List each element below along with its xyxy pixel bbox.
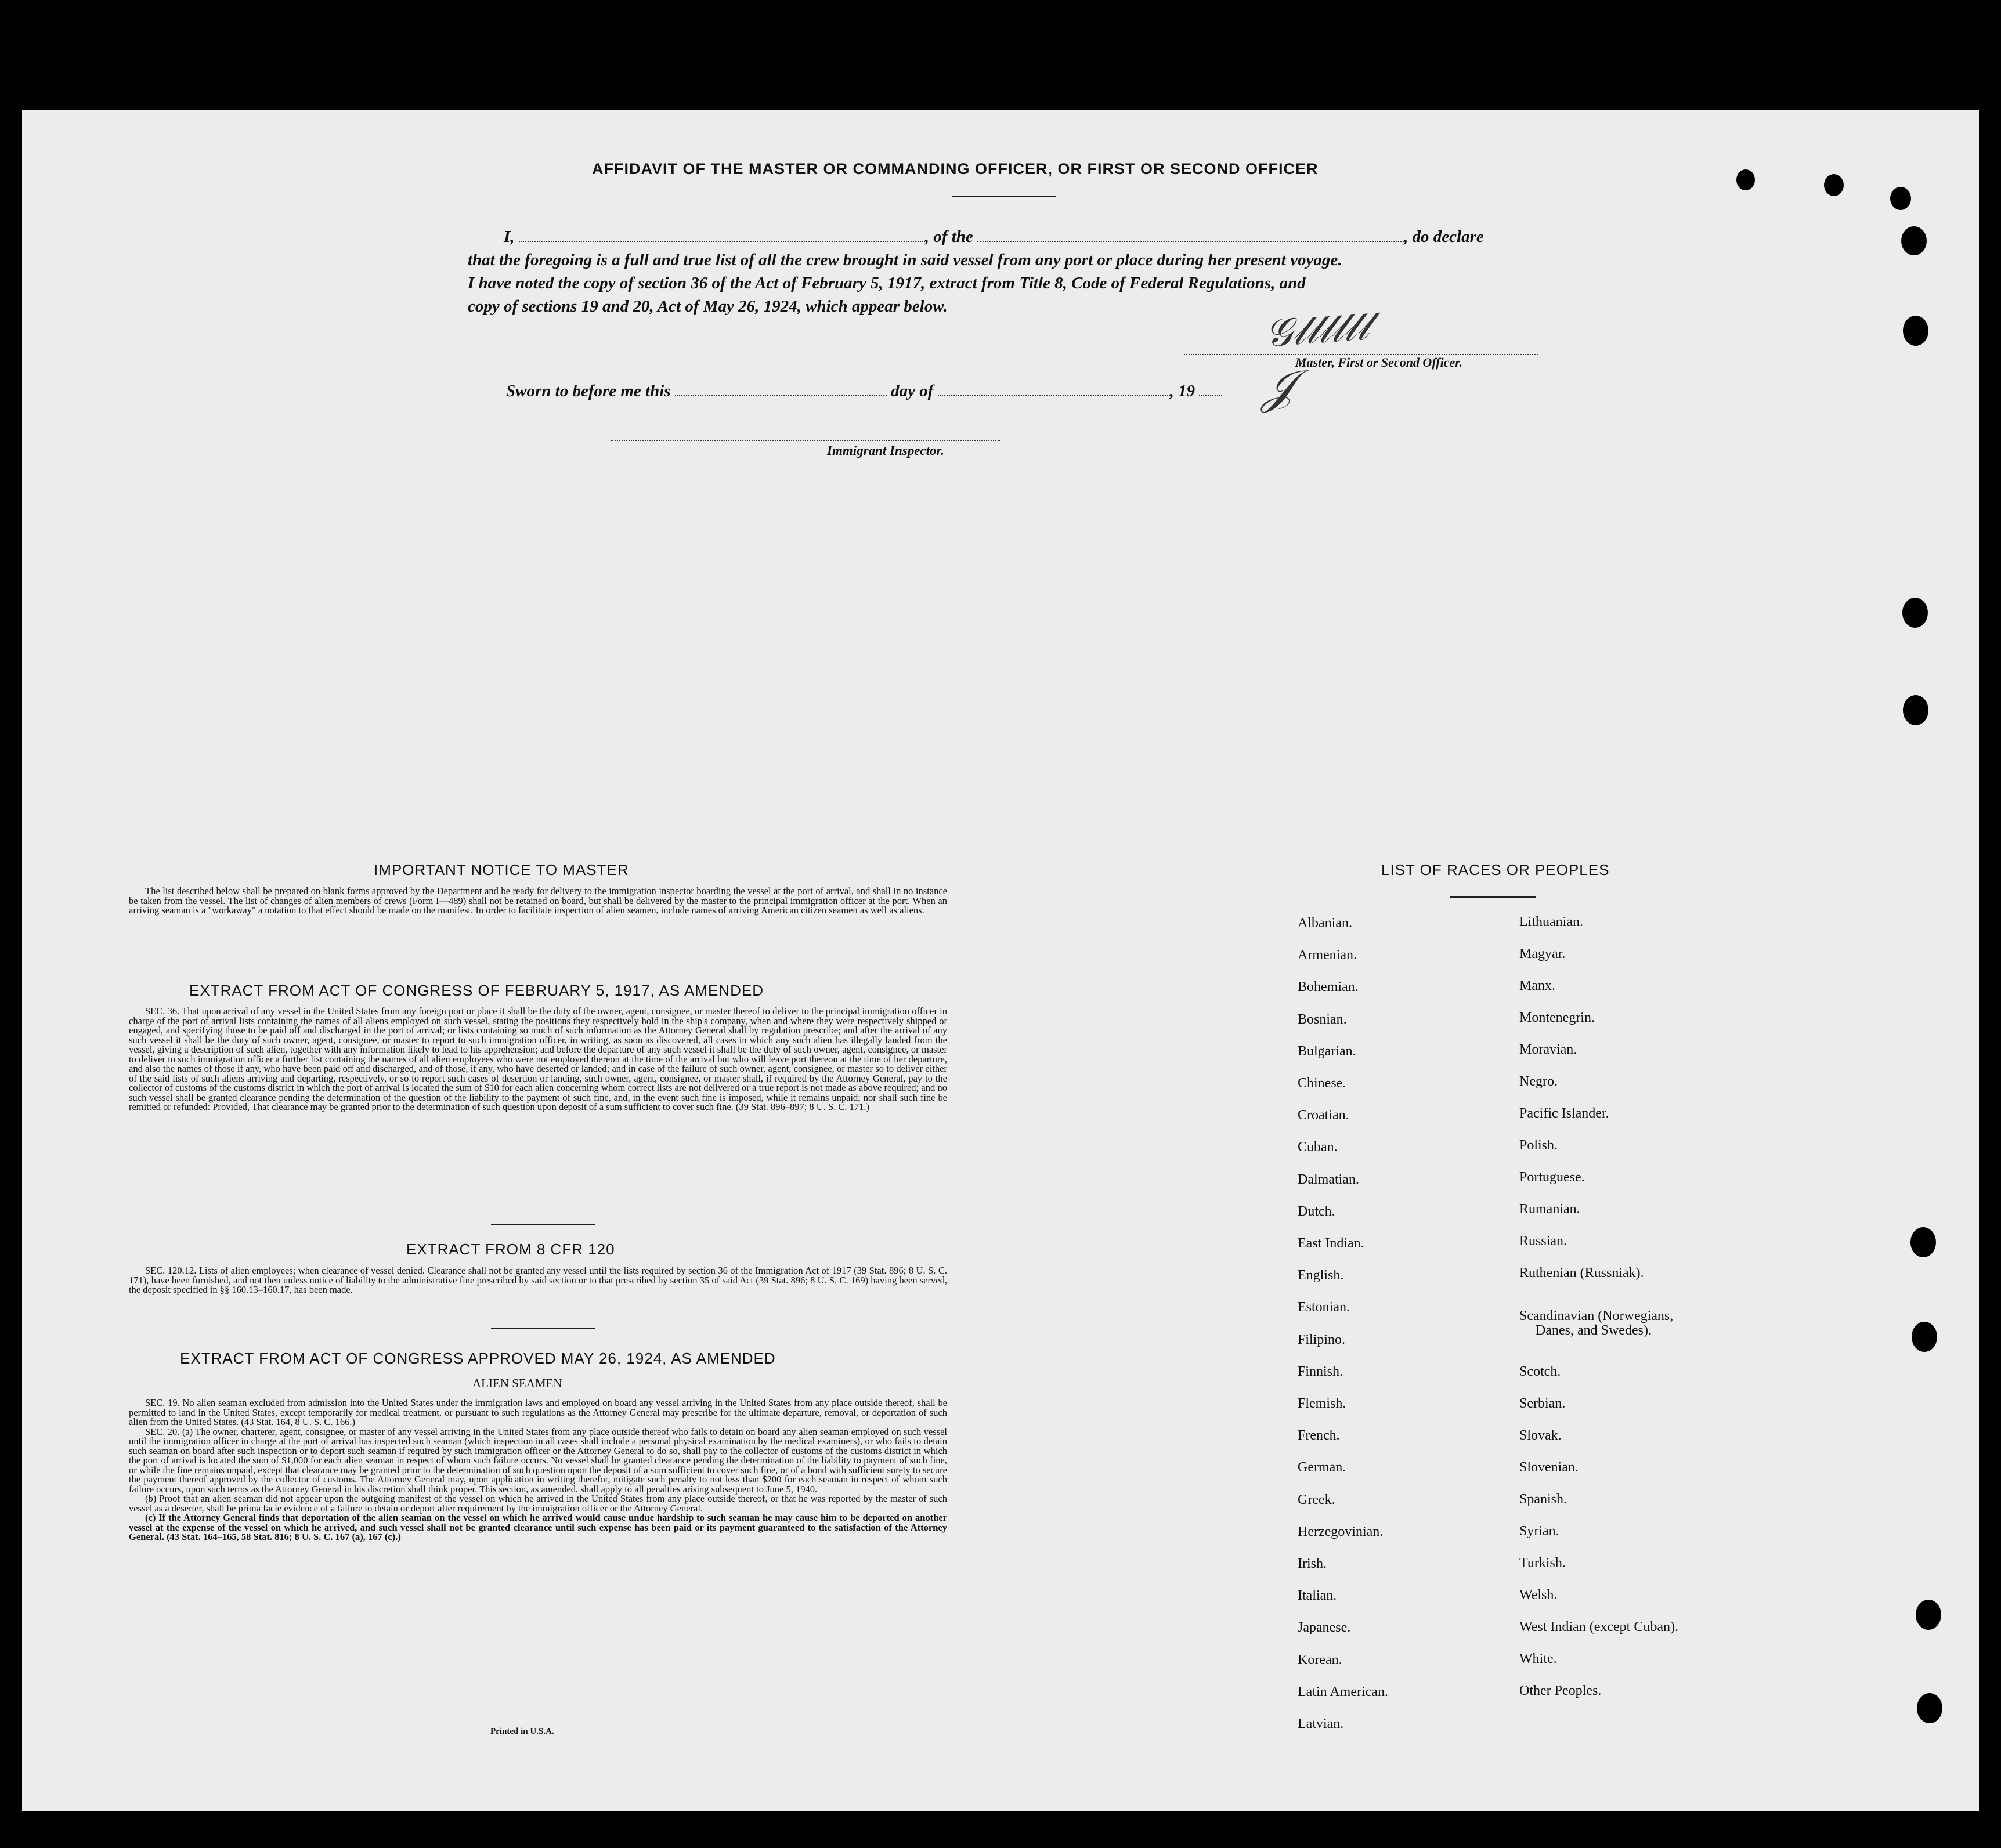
notice-text-block [129,887,947,916]
race-item: Bosnian. [1298,1011,1347,1027]
race-item: Pacific Islander. [1519,1106,1609,1121]
vessel-name-field[interactable] [977,228,1404,242]
race-item: Albanian. [1298,916,1352,931]
master-signature: 𝒢𝓁𝓁𝓁𝓁𝓁𝓁 [1263,303,1370,356]
race-item: Spanish. [1519,1492,1567,1507]
section-divider [491,1328,595,1329]
day-of-label: day of [891,382,934,400]
race-item: White. [1519,1651,1557,1666]
race-item: Ruthenian (Russniak). [1519,1265,1644,1281]
sworn-line [506,379,1319,403]
race-item: Finnish. [1298,1364,1343,1379]
race-item: Magyar. [1519,946,1566,961]
race-item: Scandinavian (Norwegians, [1519,1308,1674,1323]
race-item: Slovenian. [1519,1460,1579,1475]
race-item: French. [1298,1428,1340,1444]
race-item: Dutch. [1298,1203,1335,1219]
punch-hole [1902,598,1928,628]
punch-hole [1901,226,1927,255]
vessel-label: , of the [924,227,973,246]
race-item: Polish. [1519,1138,1558,1153]
race-item: Slovak. [1519,1428,1562,1443]
races-title: LIST OF RACES OR PEOPLES [1381,861,1610,878]
notice-title: IMPORTANT NOTICE TO MASTER [374,861,629,878]
document-page [22,110,1979,1811]
race-item: West Indian (except Cuban). [1519,1619,1678,1634]
race-item: Lithuanian. [1519,914,1583,930]
race-item: German. [1298,1460,1346,1475]
sec-20b-text: (b) Proof that an alien seaman did not appear upon the outgoing manifest of the vessel on which he arrived in the United States from any place outside thereof, or that he was reported by the master of such vessel as a deserter, shall be prima facie evidence of a failure to detain or deport after requirement by the immigration officer or the Attorney General. [129,1493,947,1514]
race-item: Turkish. [1519,1556,1566,1571]
affidavit-line-1 [504,225,1543,248]
race-item: Greek. [1298,1492,1335,1507]
punch-hole [1912,1322,1937,1352]
title-underline [952,196,1056,197]
punch-hole [1903,316,1928,346]
punch-hole [1890,187,1911,210]
race-item: Cuban. [1298,1140,1338,1155]
race-item: Russian. [1519,1234,1567,1249]
race-item: Armenian. [1298,947,1357,963]
sec-20c-text: (c) If the Attorney General finds that deportation of the alien seaman on the vessel on which he arrived would cause undue hardship to such seaman he may cause him to be deported on another vessel at the expense of the vessel on which he arrived, and such vessel shall not be granted clearance until such expense has been paid or its payment guaranteed to the satisfaction of the Attorney General. (43 Stat. 164–165, 58 Stat. 816; 8 U. S. C. 167 (a), 167 (c).) [129,1512,947,1542]
printed-in-usa: Printed in U.S.A. [490,1727,554,1736]
race-item: Irish. [1298,1556,1327,1571]
declare-label: , do declare [1404,227,1484,246]
sec-120-12-text: SEC. 120.12. Lists of alien employees; when clearance of vessel denied. Clearance shall not be granted any vessel until the lists required by section 36 of the Immigration Act of 1917 (39 Stat. 896; 8 U. S. C. 171), have been furnished, and not then unless notice of liability to the administrative fine prescribed by said section or to that prescribed by section 35 of said Act (39 Stat. 896; 8 U. S. C. 169) having been served, the deposit specified in §§ 160.13–160.17, has been made. [129,1265,947,1295]
punch-hole [1903,695,1928,725]
race-item: Portuguese. [1519,1170,1585,1185]
race-item: Other Peoples. [1519,1683,1602,1698]
sworn-month-field[interactable] [938,382,1170,396]
extract-1917-block [129,1007,947,1112]
signature-flourish: 𝒥 [1262,360,1295,414]
race-item: Serbian. [1519,1396,1566,1411]
punch-hole [1917,1693,1942,1723]
race-item: Herzegovinian. [1298,1524,1384,1539]
sworn-day-field[interactable] [675,382,887,396]
race-item: East Indian. [1298,1236,1364,1251]
race-item: Rumanian. [1519,1202,1580,1217]
inspector-label: Immigrant Inspector. [827,443,944,458]
race-item: Croatian. [1298,1108,1349,1123]
race-item: Japanese. [1298,1620,1351,1636]
extract-cfr-block [129,1266,947,1295]
sec-36-text: SEC. 36. That upon arrival of any vessel in the United States from any foreign port or place it shall be the duty of the owner, agent, consignee, or master thereof to deliver to the principal immigration officer in charge of the port of arrival lists containing the names of all aliens employed on such vessel, stating the positions they respectively hold in the ship's company, when and where they were respectively shipped or engaged, and specifying those to be paid off and discharged in the port of arrival; or lists containing so much of such information as the Attorney General shall by regulation prescribe; and after the arrival of any such vessel it shall be the duty of such owner, agent, consignee, or master to report to such immigration officer, in writing, as soon as discovered, all cases in which any such alien has illegally landed from the vessel, giving a description of such alien, together with any information likely to lead to his apprehension; and before the departure of any such vessel it shall be the duty of such owner, agent, consignee, or master to deliver to such immigration officer a further list containing the names of all alien employees who were not employed thereon at the time of the arrival but who will leave port thereon at the time of her departure, and also the names of those if any, who have been paid off and discharged, and of those, if any, who have deserted or landed; and in case of the failure of such owner, agent, consignee, or master so to deliver either of the said lists of such aliens arriving and departing, respectively, or so to report such cases of desertion or landing, such owner, agent, consignee, or master shall, if required by the Attorney General, pay to the collector of customs of the customs district in which the port of arrival is located the sum of $10 for each alien concerning whom correct lists are not delivered or a true report is not made as above required; and no such vessel shall be granted clearance pending the determination of the question of the liability to the payment of such fine, and, in the event such fine is imposed, while it remains unpaid; nor shall such fine be remitted or refunded: Provided, That clearance may be granted prior to the determination of such question upon deposit of a sum sufficient to cover such fine. (39 Stat. 896–897; 8 U. S. C. 171.) [129,1006,947,1112]
extract-cfr-title: EXTRACT FROM 8 CFR 120 [406,1241,615,1258]
race-item: Italian. [1298,1588,1337,1604]
race-item: Manx. [1519,978,1555,993]
declarant-label: I, [504,227,515,246]
race-item: Negro. [1519,1074,1558,1089]
races-title-underline [1450,896,1536,898]
race-item: Montenegrin. [1519,1010,1595,1025]
race-item: Danes, and Swedes). [1536,1323,1652,1338]
sec-20a-text: SEC. 20. (a) The owner, charterer, agent, consignee, or master of any vessel arriving in the United States from any place outside thereof who fails to detain on board any alien seaman employed on such vessel until the immigration officer in charge at the port of arrival has inspected such seaman (which inspection in all cases shall include a personal physical examination by the medical examiners), or who fails to detain such seaman on board after such inspection or to deport such seaman if required by such immigration officer or the Attorney General to do so, shall pay to the collector of customs of the customs district in which the port of arrival is located the sum of $1,000 for each alien seaman in respect of whom such failure occurs. No vessel shall be granted clearance pending the determination of the liability to payment of such fine, or while the fine remains unpaid, except that clearance may be granted prior to the determination of such question upon the deposit of a sum sufficient to cover such fine, or of a bond with sufficient surety to secure the payment thereof approved by the collector of customs. The Attorney General may, upon application in writing therefor, mitigate such penalty to not less than $200 for each seaman in respect of whom such failure occurs, upon such terms as the Attorney General in his discretion shall think proper. This section, as amended, shall apply to all penalties arising subsequent to June 5, 1940. [129,1426,947,1495]
race-item: Filipino. [1298,1332,1346,1347]
declarant-name-field[interactable] [519,228,925,242]
race-item: Scotch. [1519,1364,1561,1379]
extract-1917-title: EXTRACT FROM ACT OF CONGRESS OF FEBRUARY 5, 1917, AS AMENDED [189,982,764,999]
alien-seamen-subtitle: ALIEN SEAMEN [472,1376,562,1390]
section-divider [491,1224,595,1225]
punch-hole [1910,1227,1936,1257]
sworn-label: Sworn to before me this [506,382,671,400]
race-item: Bohemian. [1298,979,1359,995]
extract-1924-title: EXTRACT FROM ACT OF CONGRESS APPROVED MAY 26, 1924, AS AMENDED [180,1350,776,1367]
extract-1924-block [129,1398,947,1542]
punch-hole [1824,174,1844,196]
year-label: , 19 [1169,382,1195,400]
sec-19-text: SEC. 19. No alien seaman excluded from admission into the United States under the immigration laws and employed on board any vessel arriving in the United States from any place outside thereof, shall be permitted to land in the United States, except temporarily for medical treatment, or pursuant to such regulations as the Attorney General may prescribe for the ultimate departure, removal, or deportation of such alien from the United States. (43 Stat. 164, 8 U. S. C. 166.) [129,1397,947,1427]
punch-hole [1736,169,1755,190]
race-item: Welsh. [1519,1587,1558,1603]
race-item: Chinese. [1298,1076,1346,1091]
affidavit-line-3: I have noted the copy of section 36 of the Act of February 5, 1917, extract from Title 8, Code of Federal Regulations, and [468,274,1306,292]
affidavit-title: AFFIDAVIT OF THE MASTER OR COMMANDING OFFICER, OR FIRST OR SECOND OFFICER [592,160,1319,178]
race-item: English. [1298,1268,1344,1283]
race-item: Latvian. [1298,1716,1344,1731]
sworn-year-field[interactable] [1199,382,1222,396]
affidavit-line-2: that the foregoing is a full and true list of all the crew brought in said vessel from any port or place during her present voyage. [468,251,1342,269]
race-item: Korean. [1298,1652,1342,1668]
race-item: Moravian. [1519,1042,1577,1057]
race-item: Dalmatian. [1298,1171,1359,1187]
race-item: Estonian. [1298,1300,1350,1315]
race-item: Syrian. [1519,1524,1559,1539]
race-item: Flemish. [1298,1396,1346,1411]
punch-hole [1916,1600,1941,1630]
inspector-signature-line [611,440,1000,441]
race-item: Bulgarian. [1298,1043,1356,1059]
affidavit-line-4: copy of sections 19 and 20, Act of May 26, 1924, which appear below. [468,297,948,316]
master-label: Master, First or Second Officer. [1295,355,1463,370]
race-item: Latin American. [1298,1684,1388,1699]
notice-text: The list described below shall be prepared on blank forms approved by the Department and be ready for delivery to the immigration inspector boarding the vessel at the port of arrival, and shall in no instance be taken from the vessel. The list of changes of alien members of crews (Form I—489) shall not be retained on board, but shall be delivered by the master to the principal immigration officer at the port. When an arriving seaman is a "workaway" a notation to that effect should be made on the manifest. In order to facilitate inspection of alien seamen, include names of arriving American citizen seamen as well as aliens. [129,885,947,916]
